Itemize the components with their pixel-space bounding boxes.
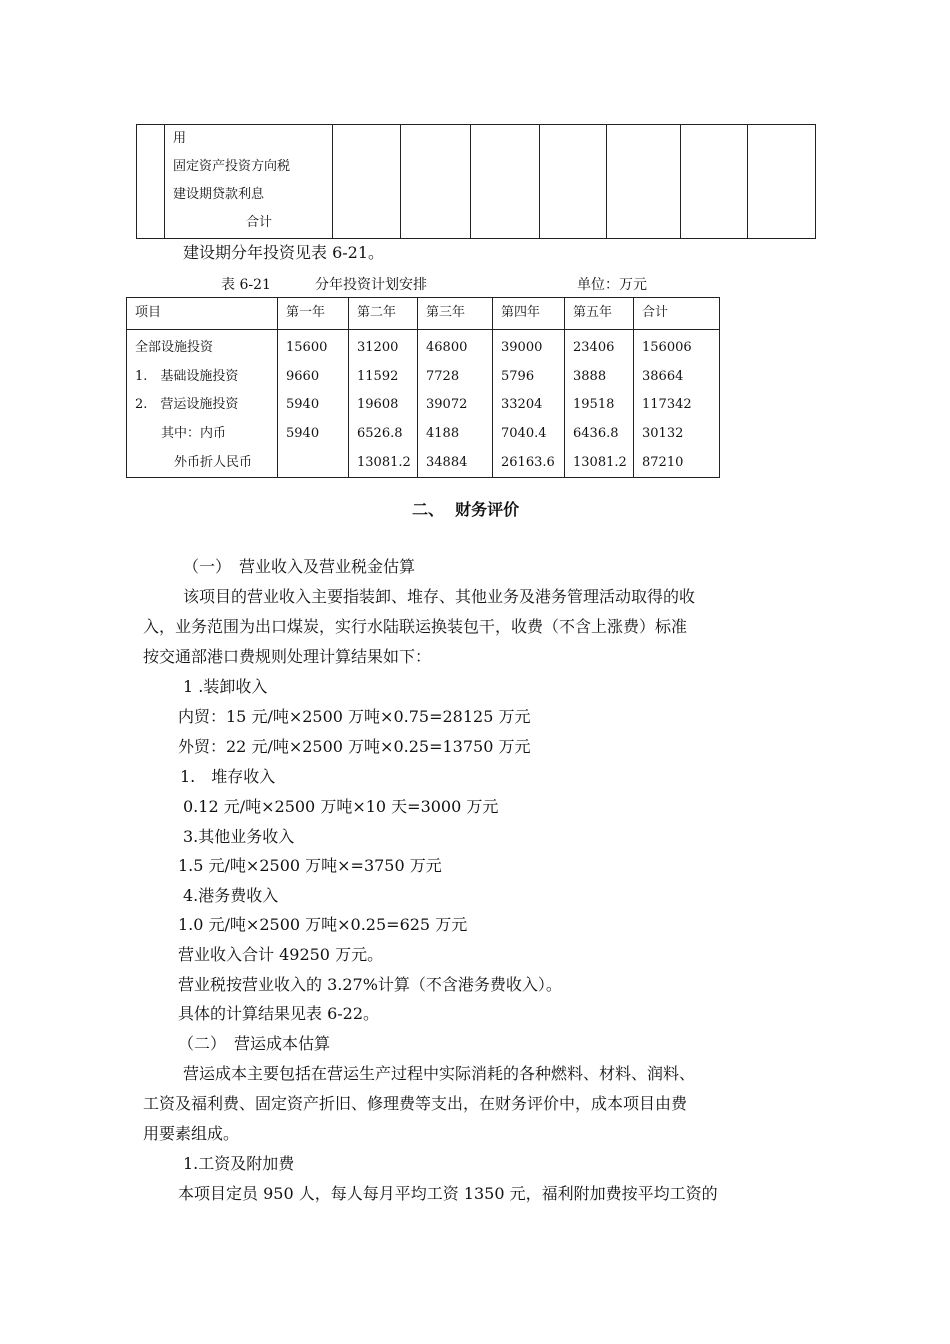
item-heading: 3.其他业务收入 (183, 827, 295, 846)
table-cell: 23406 (573, 340, 615, 355)
top-investment-table (136, 124, 816, 239)
table-cell: 6436.8 (573, 426, 619, 442)
body-line: 工资及福利费、固定资产折旧、修理费等支出，在财务评价中，成本项目由费 (143, 1094, 688, 1113)
year1-column (278, 330, 349, 478)
item-heading: 1.工资及附加费 (183, 1154, 295, 1173)
item-heading: 4.港务费收入 (183, 886, 279, 905)
body-line: 具体的计算结果见表 6-22。 (178, 1004, 380, 1023)
section-heading: 二、 财务评价 (412, 500, 520, 519)
table-cell: 2. 营运设施投资 (135, 397, 239, 413)
body-line: 营运成本主要包括在营运生产过程中实际消耗的各种燃料、材料、润料、 (183, 1064, 696, 1083)
table-cell: 156006 (642, 340, 692, 355)
table-cell: 30132 (642, 426, 684, 442)
column-header: 第五年 (565, 298, 634, 330)
year4-column (493, 330, 565, 478)
table-cell: 117342 (642, 397, 692, 413)
table-cell: 87210 (642, 454, 684, 470)
intro-line: 建设期分年投资见表 6-21。 (183, 243, 385, 262)
year5-column (565, 330, 634, 478)
table-cell: 19518 (573, 397, 615, 413)
year2-column (349, 330, 418, 478)
table-cell: 全部设施投资 (135, 340, 214, 355)
table-cell: 19608 (357, 397, 399, 413)
top-table-cell (333, 125, 401, 239)
top-table-cell (607, 125, 681, 239)
column-header: 项目 (127, 298, 278, 330)
investment-schedule-table (126, 297, 720, 478)
table-unit: 单位：万元 (577, 277, 647, 293)
table-cell: 13081.2 (357, 454, 411, 470)
item-column (127, 330, 278, 478)
total-column (634, 330, 720, 478)
table-cell: 5796 (501, 368, 535, 384)
table-cell: 31200 (357, 340, 399, 355)
top-table-item: 建设期贷款利息 (173, 187, 265, 202)
table-cell: 15600 (286, 340, 328, 355)
table-cell: 13081.2 (573, 454, 627, 470)
column-header: 第四年 (493, 298, 565, 330)
column-header: 第三年 (418, 298, 493, 330)
table-cell: 26163.6 (501, 454, 555, 470)
body-line: 营业税按营业收入的 3.27%计算（不含港务费收入）。 (178, 975, 562, 994)
item-heading: 1 .装卸收入 (183, 677, 268, 696)
table-cell: 39000 (501, 340, 543, 355)
subsection-heading: （一） 营业收入及营业税金估算 (183, 557, 416, 576)
calc-line: 1.5 元/吨×2500 万吨×=3750 万元 (178, 856, 442, 875)
body-line: 该项目的营业收入主要指装卸、堆存、其他业务及港务管理活动取得的收 (183, 587, 696, 606)
column-header: 第二年 (349, 298, 418, 330)
table-cell: 5940 (286, 426, 320, 442)
body-line: 本项目定员 950 人，每人每月平均工资 1350 元，福利附加费按平均工资的 (178, 1184, 718, 1203)
table-cell: 7728 (426, 368, 460, 384)
table-cell (286, 449, 348, 478)
calc-line: 内贸：15 元/吨×2500 万吨×0.75=28125 万元 (178, 707, 531, 726)
top-table-cell (540, 125, 607, 239)
top-table-cell (748, 125, 816, 239)
table-body-row (127, 330, 720, 478)
table-cell: 3888 (573, 368, 607, 384)
calc-line: 0.12 元/吨×2500 万吨×10 天=3000 万元 (183, 797, 499, 816)
calc-line: 外贸：22 元/吨×2500 万吨×0.25=13750 万元 (178, 737, 531, 756)
body-line: 入，业务范围为出口煤炭，实行水陆联运换装包干，收费（不含上涨费）标准 (143, 617, 688, 636)
body-line: 用要素组成。 (143, 1124, 240, 1143)
top-table-cell (681, 125, 748, 239)
top-table-cell (401, 125, 471, 239)
table-cell: 7040.4 (501, 426, 547, 442)
top-table-item: 固定资产投资方向税 (173, 159, 291, 174)
table-cell: 33204 (501, 397, 543, 413)
top-table-cell (471, 125, 540, 239)
calc-line: 1.0 元/吨×2500 万吨×0.25=625 万元 (178, 915, 468, 934)
table-cell: 39072 (426, 397, 468, 413)
top-table-index-cell (137, 125, 165, 239)
table-cell: 6526.8 (357, 426, 403, 442)
table-cell: 34884 (426, 454, 468, 470)
top-table-item: 用 (173, 131, 187, 146)
body-line: 按交通部港口费规则处理计算结果如下： (143, 647, 432, 666)
table-cell: 4188 (426, 426, 460, 442)
table-cell: 9660 (286, 368, 320, 384)
column-header: 第一年 (278, 298, 349, 330)
table-number: 表 6-21 (221, 277, 271, 293)
table-cell: 外币折人民币 (135, 454, 253, 470)
top-table-item-cell (165, 125, 333, 239)
table-cell: 46800 (426, 340, 468, 355)
subsection-heading: （二） 营运成本估算 (178, 1034, 331, 1053)
top-table-total-label: 合计 (246, 215, 273, 230)
table-header-row (127, 298, 720, 330)
table-cell: 38664 (642, 368, 684, 384)
table-cell: 1. 基础设施投资 (135, 368, 239, 384)
table-cell: 5940 (286, 397, 320, 413)
table-cell: 其中：内币 (135, 426, 227, 442)
table-title: 分年投资计划安排 (315, 277, 427, 293)
table-cell: 11592 (357, 368, 399, 384)
body-line: 营业收入合计 49250 万元。 (178, 945, 384, 964)
column-header: 合计 (634, 298, 720, 330)
year3-column (418, 330, 493, 478)
item-heading: 1. 堆存收入 (180, 767, 276, 786)
